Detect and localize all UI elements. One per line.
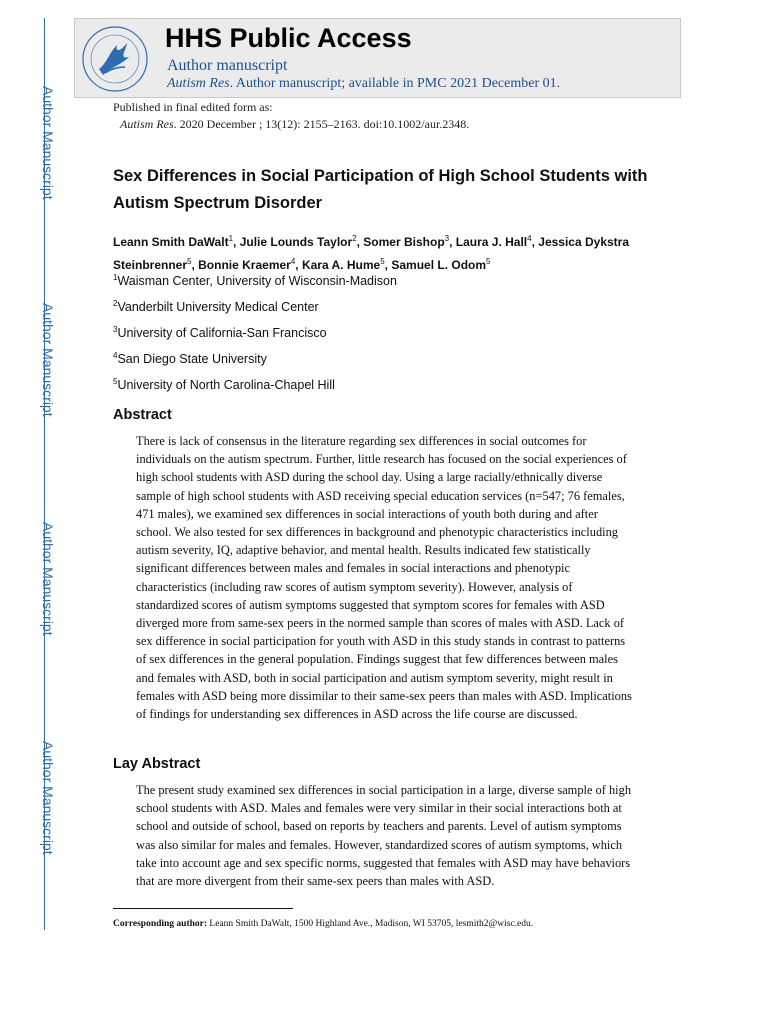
published-info [113, 99, 469, 133]
author-list: Leann Smith DaWalt$^1$, Julie Lounds Taylor$^2$, Somer Bishop$^3$, Laura J. Hall$^4$, Jessica Dykstra Steinbrenner$^5$, Bonnie Kraemer$^4$, Kara A. Hume$^5$, Samuel L. Odom$^5$ [113, 234, 630, 272]
side-label-author-manuscript: Author Manuscript [40, 741, 56, 855]
corresponding-author-text: Leann Smith DaWalt, 1500 Highland Ave., Madison, WI 53705, lesmith2@wisc.edu. [207, 919, 534, 929]
affiliation [113, 268, 397, 294]
author-name: Laura J. Hall [455, 235, 528, 249]
author-name: Julie Lounds Taylor [239, 235, 353, 249]
author-manuscript-label: Author manuscript [167, 57, 288, 74]
paper-title: Sex Differences in Social Participation of High School Students with Autism Spectrum Disorder [113, 167, 648, 212]
hhs-eagle-seal-icon [79, 23, 151, 95]
lay-abstract-heading: Lay Abstract [113, 756, 201, 772]
author-name: Jessica Dykstra Steinbrenner [113, 235, 630, 272]
author-name: Leann Smith DaWalt [113, 235, 229, 249]
availability-text: . Author manuscript; available in PMC 2021 December 01. [229, 76, 561, 91]
abstract-heading: Abstract [113, 407, 172, 423]
affiliation-text: Waisman Center, University of Wisconsin-Madison [117, 274, 397, 288]
affiliation-number: 4 [113, 351, 118, 360]
affiliation [113, 294, 397, 320]
hhs-header [74, 18, 681, 98]
affiliation-number: 3 [113, 325, 118, 334]
author-affiliation-number: 5 [486, 257, 491, 266]
published-citation [113, 116, 469, 133]
published-label: Published in final edited form as: [113, 100, 273, 114]
side-label-author-manuscript: Author Manuscript [40, 303, 56, 417]
author-name: Samuel L. Odom [391, 258, 487, 272]
author-name: Somer Bishop [363, 235, 445, 249]
affiliation-text: San Diego State University [117, 352, 267, 366]
corresponding-author-label: Corresponding author: [113, 919, 208, 929]
side-label-author-manuscript: Author Manuscript [40, 522, 56, 636]
affiliation [113, 320, 397, 346]
author-affiliation-number: 4 [527, 234, 532, 243]
abstract-text: There is lack of consensus in the literature regarding sex differences in social outcomes for individuals on the autism spectrum. Further, little research has focused on the social experiences of high school students with ASD during the school day. Using a large racially/ethnically diverse sample of high school students with ASD receiving special education services (n=547; 76 females, 471 males), we examined sex differences in social interactions of youth both during and after school. We also tested for sex differences in background and phenotypic characteristics including autism severity, IQ, adaptive behavior, and mental health. Results indicated few statistically significant differences between males and females in social interactions and phenotypic characteristics (including raw scores of autism symptom severity). However, analysis of standardized scores of autism symptoms suggested that symptom scores for females with ASD diverged more from same-sex peers in the normed sample than scores of males with ASD. Lack of sex difference in social participation for youth with ASD in this study stands in contrast to patterns of sex differences in the general population. Findings suggest that few differences between males and females with ASD, both in social participation and autism symptom severity, might result in females with ASD being more dissimilar to their same-sex peers than males with ASD. Implications of findings for understanding sex differences in ASD across the life course are discussed. [136, 434, 632, 722]
author-affiliation-number: 4 [290, 257, 296, 266]
journal-availability [167, 76, 560, 92]
journal-name: Autism Res [167, 76, 230, 91]
affiliation-text: Vanderbilt University Medical Center [117, 300, 319, 314]
affiliation-number: 2 [113, 299, 118, 308]
affiliation-text: University of North Carolina-Chapel Hill [117, 378, 335, 392]
affiliation [113, 346, 397, 372]
author-affiliation-number: 3 [444, 234, 450, 243]
affiliation-text: University of California-San Francisco [117, 326, 327, 340]
author-name: Kara A. Hume [301, 258, 381, 272]
side-label-author-manuscript: Author Manuscript [40, 86, 56, 200]
corresponding-author [113, 919, 533, 929]
author-affiliation-number: 5 [187, 257, 192, 266]
author-affiliation-number: 2 [352, 234, 357, 243]
author-name: Bonnie Kraemer [198, 258, 291, 272]
affiliation-number: 1 [113, 273, 118, 282]
affiliation-number: 5 [113, 377, 118, 386]
affiliation-list [113, 268, 397, 398]
affiliation [113, 372, 397, 398]
footnote-rule [113, 908, 293, 909]
lay-abstract-text: The present study examined sex differences in social participation in a large, diverse sample of high school students with ASD. Males and females were very similar in their social interactions both at school and outside of school, based on reports by teachers and parents. Level of autism symptoms was also similar for males and females. However, standardized scores of autism symptoms, which take into account age and sex specific norms, suggested that females with ASD may have behaviors that are more divergent from their same-sex peers than males with ASD. [136, 783, 632, 889]
hhs-title: HHS Public Access [165, 23, 412, 53]
published-journal: Autism Res [120, 117, 174, 131]
author-affiliation-number: 1 [228, 234, 234, 243]
published-citation-text: . 2020 December ; 13(12): 2155–2163. doi:10.1002/aur.2348. [173, 117, 470, 131]
author-affiliation-number: 5 [380, 257, 385, 266]
